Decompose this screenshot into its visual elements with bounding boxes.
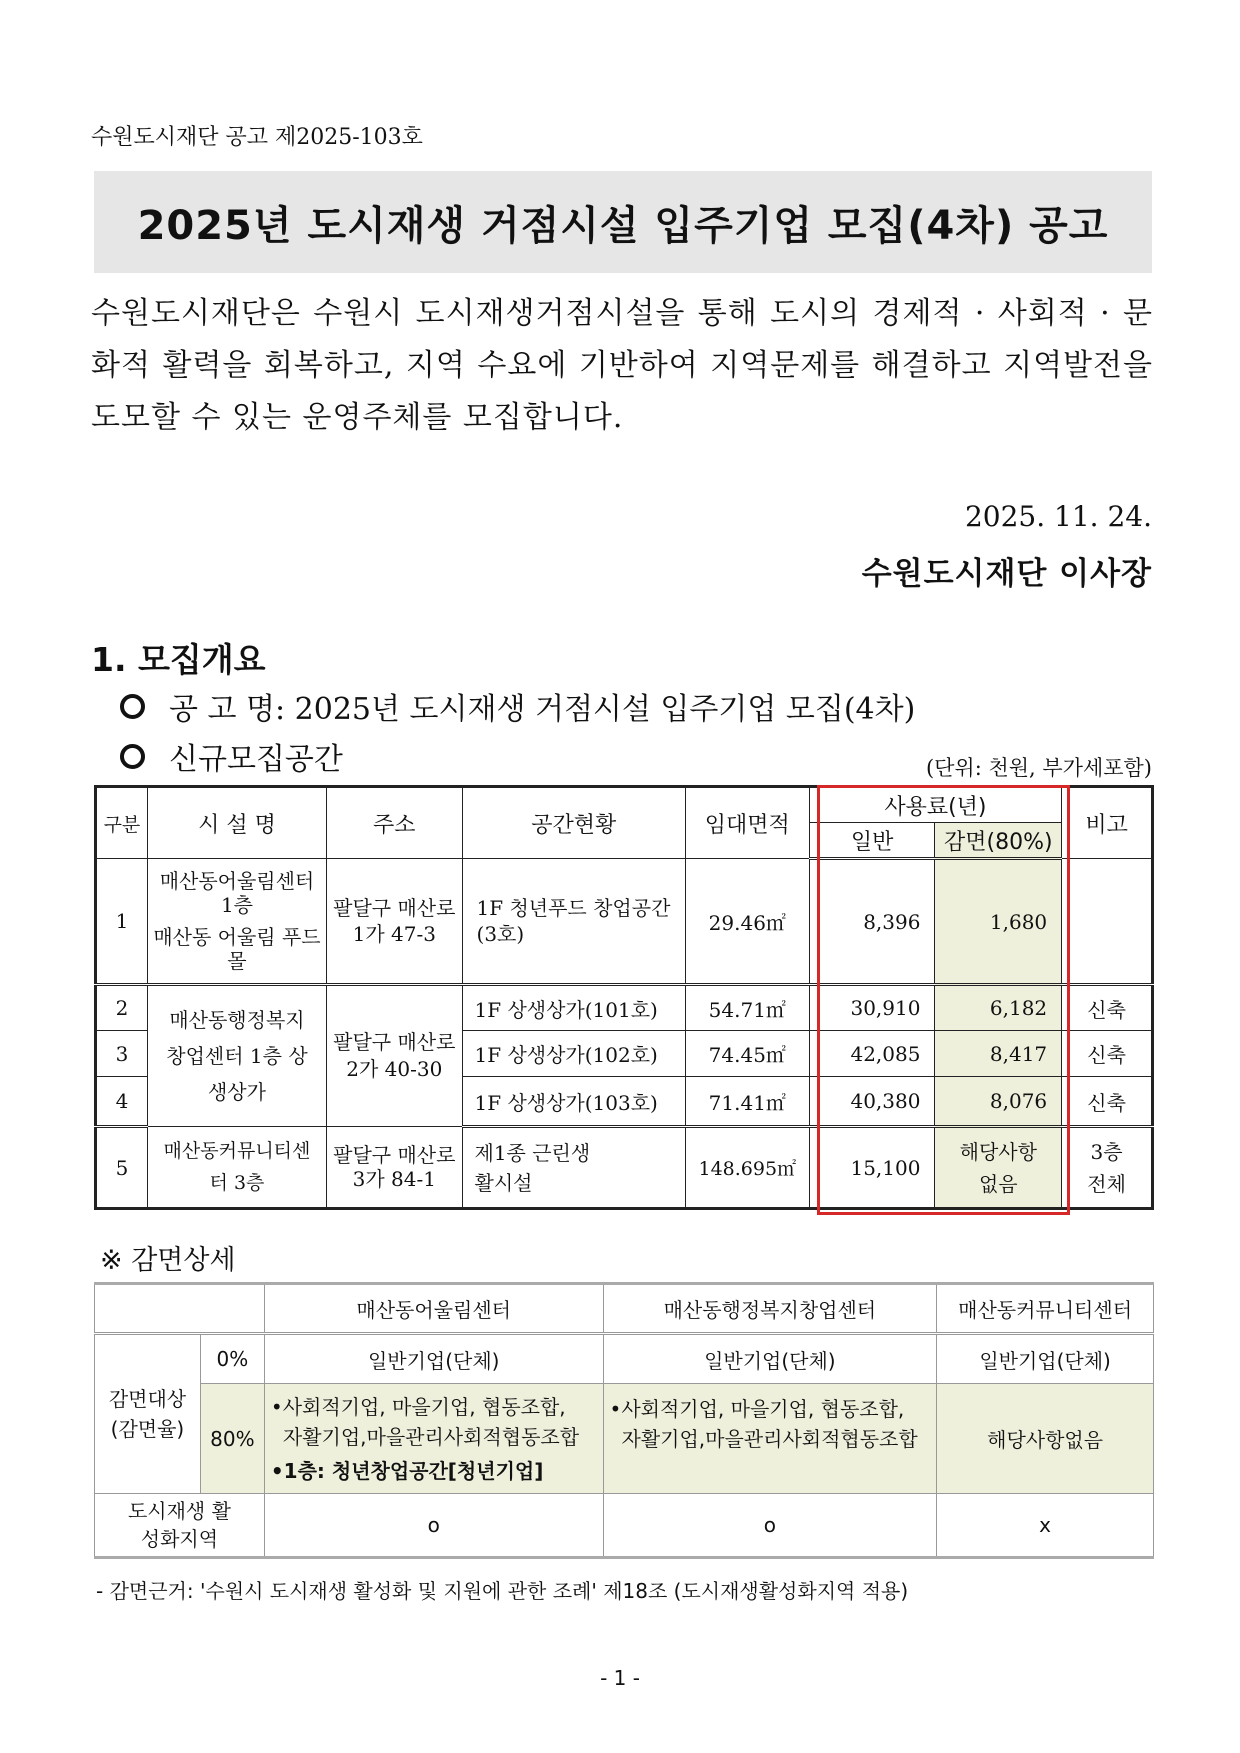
eligible-line2: 자활기업,마을관리사회적협동조합 [282, 1424, 580, 1449]
corner-cell [95, 1284, 265, 1334]
row-no: 1 [96, 859, 148, 985]
facility-name: 매산동어울림센터 1층 [159, 869, 315, 917]
row-no: 2 [96, 985, 148, 1031]
reduction-table [94, 1282, 1154, 1559]
notice-date: 2025. 11. 24. [964, 500, 1152, 533]
eligible-cell [603, 1384, 937, 1494]
intro-paragraph: 수원도시재단은 수원시 도시재생거점시설을 통해 도시의 경제적 · 사회적 · 문화적 활력을 회복하고, 지역 수요에 기반하여 지역문제를 해결하고 지역발전을 도모할 수 있는 운영주체를 모집합니다. [91, 296, 1153, 435]
note-cell [1062, 859, 1153, 985]
space-cell: 1F 상생상가(101호) [462, 985, 685, 1031]
notice-number: 수원도시재단 공고 제2025-103호 [91, 125, 423, 150]
section-heading: 1. 모집개요 [91, 640, 266, 679]
area-cell: 29.46㎡ [685, 859, 809, 985]
center-header: 매산동커뮤니티센터 [937, 1284, 1154, 1334]
col-header-fee: 사용료(년) [809, 787, 1061, 823]
general-fee-cell: 30,910 [809, 985, 935, 1031]
col-header-address: 주소 [327, 787, 462, 859]
eligible-line1: •사회적기업, 마을기업, 협동조합, [609, 1397, 905, 1421]
region-value: o [264, 1494, 603, 1558]
area-cell: 148.695㎡ [685, 1127, 809, 1209]
region-value: x [937, 1494, 1154, 1558]
address-cell: 팔달구 매산로1가 47-3 [327, 859, 462, 985]
col-header-category: 구분 [96, 787, 148, 859]
circle-bullet-icon [120, 744, 145, 769]
general-company-cell: 일반기업(단체) [603, 1334, 937, 1384]
note-cell: 신축 [1062, 1077, 1153, 1127]
row-no: 5 [96, 1127, 148, 1209]
eligible-line1: •사회적기업, 마을기업, 협동조합, [270, 1394, 566, 1419]
area-cell: 71.41㎡ [685, 1077, 809, 1127]
eligible-cell [264, 1384, 603, 1494]
center-header: 매산동어울림센터 [264, 1284, 603, 1334]
col-header-area: 임대면적 [685, 787, 809, 859]
target-label: 감면대상 (감면율) [95, 1334, 201, 1494]
facility-cell: 매산동행정복지 창업센터 1층 상생상가 [147, 985, 326, 1127]
space-cell: 1F 상생상가(103호) [462, 1077, 685, 1127]
region-value: o [603, 1494, 937, 1558]
row-no: 3 [96, 1031, 148, 1077]
note-cell: 3층 전체 [1062, 1127, 1153, 1209]
center-header: 매산동행정복지창업센터 [603, 1284, 937, 1334]
note-cell: 신축 [1062, 1031, 1153, 1077]
table-row [96, 985, 1153, 1031]
area-cell: 74.45㎡ [685, 1031, 809, 1077]
notice-name-item [120, 684, 915, 728]
reduced-fee-cell: 해당사항 없음 [935, 1127, 1062, 1209]
general-company-cell: 일반기업(단체) [264, 1334, 603, 1384]
rate-80: 80% [200, 1384, 264, 1494]
col-header-general: 일반 [809, 823, 935, 859]
facility-cell: 매산동커뮤니티센터 3층 [147, 1127, 326, 1209]
table-row [96, 859, 1153, 985]
facility-table [94, 785, 1154, 1210]
reduced-fee-cell: 6,182 [935, 985, 1062, 1031]
space-cell: 1F 청년푸드 창업공간(3호) [462, 859, 685, 985]
rate-0: 0% [200, 1334, 264, 1384]
youth-line: •1층: 청년창업공간[청년기업] [270, 1458, 544, 1483]
title-banner [94, 171, 1152, 273]
issuer: 수원도시재단 이사장 [861, 556, 1152, 592]
note-cell: 신축 [1062, 985, 1153, 1031]
facility-subname: 매산동 어울림 푸드몰 [153, 925, 321, 973]
region-label: 도시재생 활성화지역 [95, 1494, 265, 1558]
col-header-space: 공간현황 [462, 787, 685, 859]
col-header-note: 비고 [1062, 787, 1153, 859]
page-title: 2025년 도시재생 거점시설 입주기업 모집(4차) 공고 [137, 202, 1109, 249]
area-cell: 54.71㎡ [685, 985, 809, 1031]
unit-note: (단위: 천원, 부가세포함) [925, 756, 1152, 780]
reduced-fee-cell: 8,076 [935, 1077, 1062, 1127]
space-cell: 제1종 근린생활시설 [462, 1127, 685, 1209]
notice-name-text: 공 고 명: 2025년 도시재생 거점시설 입주기업 모집(4차) [169, 692, 916, 727]
table-row [96, 1127, 1153, 1209]
eligible-line2: 자활기업,마을관리사회적협동조합 [621, 1427, 918, 1451]
new-space-item [120, 734, 343, 778]
reduced-fee-cell: 8,417 [935, 1031, 1062, 1077]
general-company-cell: 일반기업(단체) [937, 1334, 1154, 1384]
col-header-reduced: 감면(80%) [935, 823, 1062, 859]
not-applicable-cell: 해당사항없음 [937, 1384, 1154, 1494]
general-fee-cell: 42,085 [809, 1031, 935, 1077]
reduction-basis: - 감면근거: '수원시 도시재생 활성화 및 지원에 관한 조례' 제18조 (도시재생활성화지역 적용) [96, 1579, 909, 1603]
general-fee-cell: 40,380 [809, 1077, 935, 1127]
page-number: - 1 - [600, 1666, 640, 1690]
space-cell: 1F 상생상가(102호) [462, 1031, 685, 1077]
reduced-fee-cell: 1,680 [935, 859, 1062, 985]
circle-bullet-icon [120, 694, 145, 719]
facility-cell [147, 859, 326, 985]
general-fee-cell: 15,100 [809, 1127, 935, 1209]
general-fee-cell: 8,396 [809, 859, 935, 985]
col-header-facility: 시 설 명 [147, 787, 326, 859]
new-space-text: 신규모집공간 [169, 742, 343, 777]
reduction-heading: ※ 감면상세 [100, 1245, 236, 1276]
address-cell: 팔달구 매산로3가 84-1 [327, 1127, 462, 1209]
row-no: 4 [96, 1077, 148, 1127]
address-cell: 팔달구 매산로2가 40-30 [327, 985, 462, 1127]
